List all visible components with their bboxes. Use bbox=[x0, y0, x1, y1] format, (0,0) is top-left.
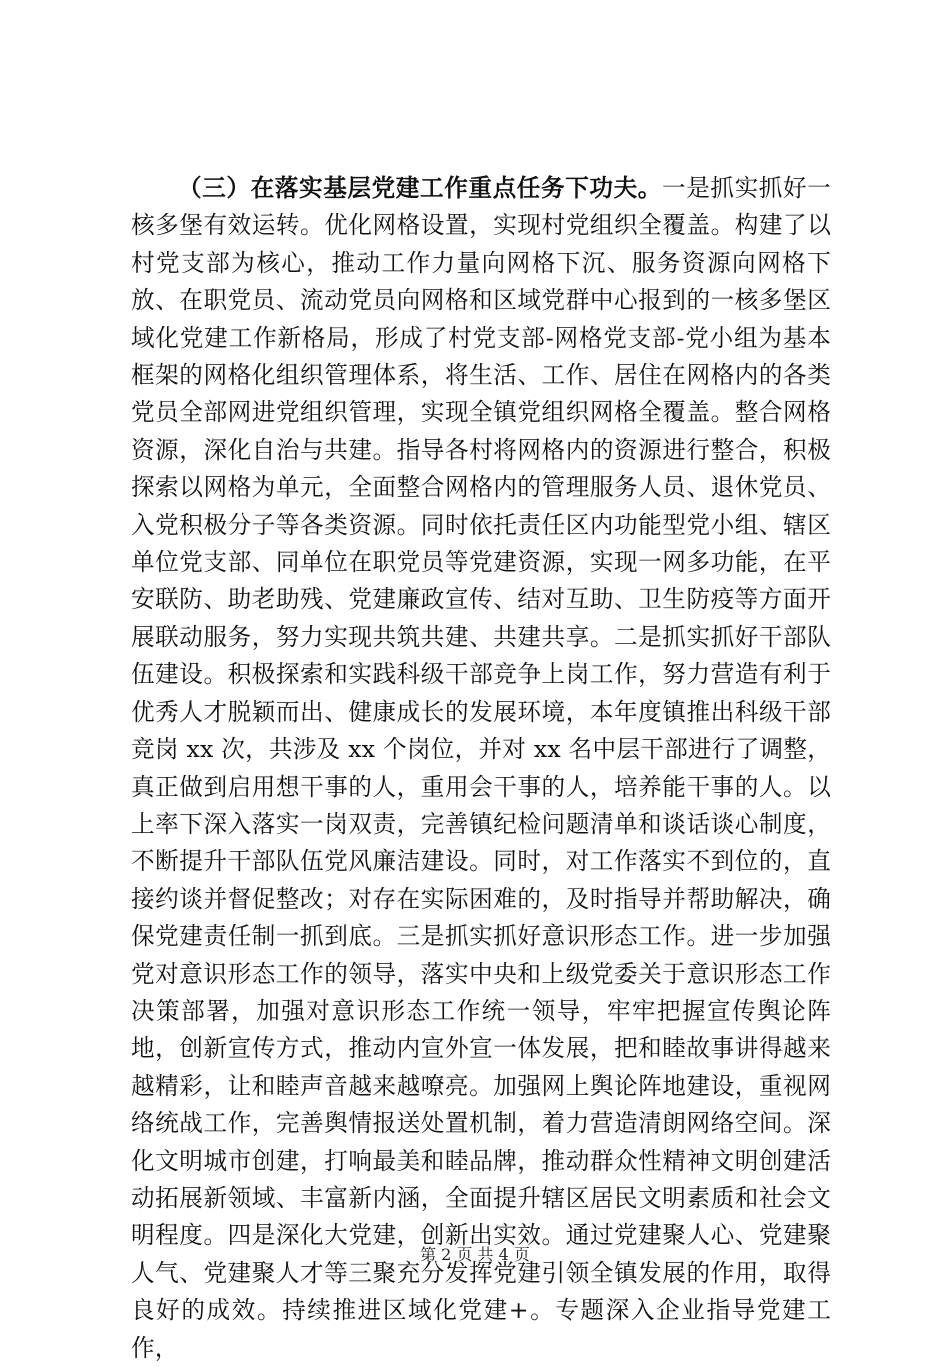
page-footer bbox=[0, 1245, 950, 1265]
body-paragraph bbox=[131, 170, 831, 1367]
paragraph-text: 一是抓实抓好一核多堡有效运转。优化网格设置，实现村党组织全覆盖。构建了以村党支部为核心，推动工作力量向网格下沉、服务资源向网格下放、在职党员、流动党员向网格和区域党群中心报到的一核多堡区域化党建工作新格局，形成了村党支部-网格党支部-党小组为基本框架的网格化组织管理体系，将生活、工作、居住在网格内的各类党员全部网进党组织管理，实现全镇党组织网格全覆盖。整合网格资源，深化自治与共建。指导各村将网格内的资源进行整合，积极探索以网格为单元，全面整合网格内的管理服务人员、退休党员、入党积极分子等各类资源。同时依托责任区内功能型党小组、辖区单位党支部、同单位在职党员等党建资源，实现一网多功能，在平安联防、助老助残、党建廉政宣传、结对互助、卫生防疫等方面开展联动服务，努力实现共筑共建、共建共享。二是抓实抓好干部队伍建设。积极探索和实践科级干部竞争上岗工作，努力营造有利于优秀人才脱颖而出、健康成长的发展环境，本年度镇推出科级干部竞岗 xx 次，共涉及 xx 个岗位，并对 xx 名中层干部进行了调整，真正做到启用想干事的人，重用会干事的人，培养能干事的人。以上率下深入落实一岗双责，完善镇纪检问题清单和谈话谈心制度，不断提升干部队伍党风廉洁建设。同时，对工作落实不到位的，直接约谈并督促整改；对存在实际困难的，及时指导并帮助解决，确保党建责任制一抓到底。三是抓实抓好意识形态工作。进一步加强党对意识形态工作的领导，落实中央和上级党委关于意识形态工作决策部署，加强对意识形态工作统一领导，牢牢把握宣传舆论阵地，创新宣传方式，推动内宣外宣一体发展，把和睦故事讲得越来越精彩，让和睦声音越来越嘹亮。加强网上舆论阵地建设，重视网络统战工作，完善舆情报送处置机制，着力营造清朗网络空间。深化文明城市创建，打响最美和睦品牌，推动群众性精神文明创建活动拓展新领域、丰富新内涵，全面提升辖区居民文明素质和社会文明程度。四是深化大党建，创新出实效。通过党建聚人心、党建聚人气、党建聚人才等三聚充分发挥党建引领全镇发展的作用，取得良好的成效。持续推进区域化党建+。专题深入企业指导党建工作， bbox=[131, 174, 831, 1362]
section-heading: （三）在落实基层党建工作重点任务下功夫。 bbox=[178, 174, 662, 202]
page-number: 第 2 页 共 4 页 bbox=[420, 1245, 530, 1264]
